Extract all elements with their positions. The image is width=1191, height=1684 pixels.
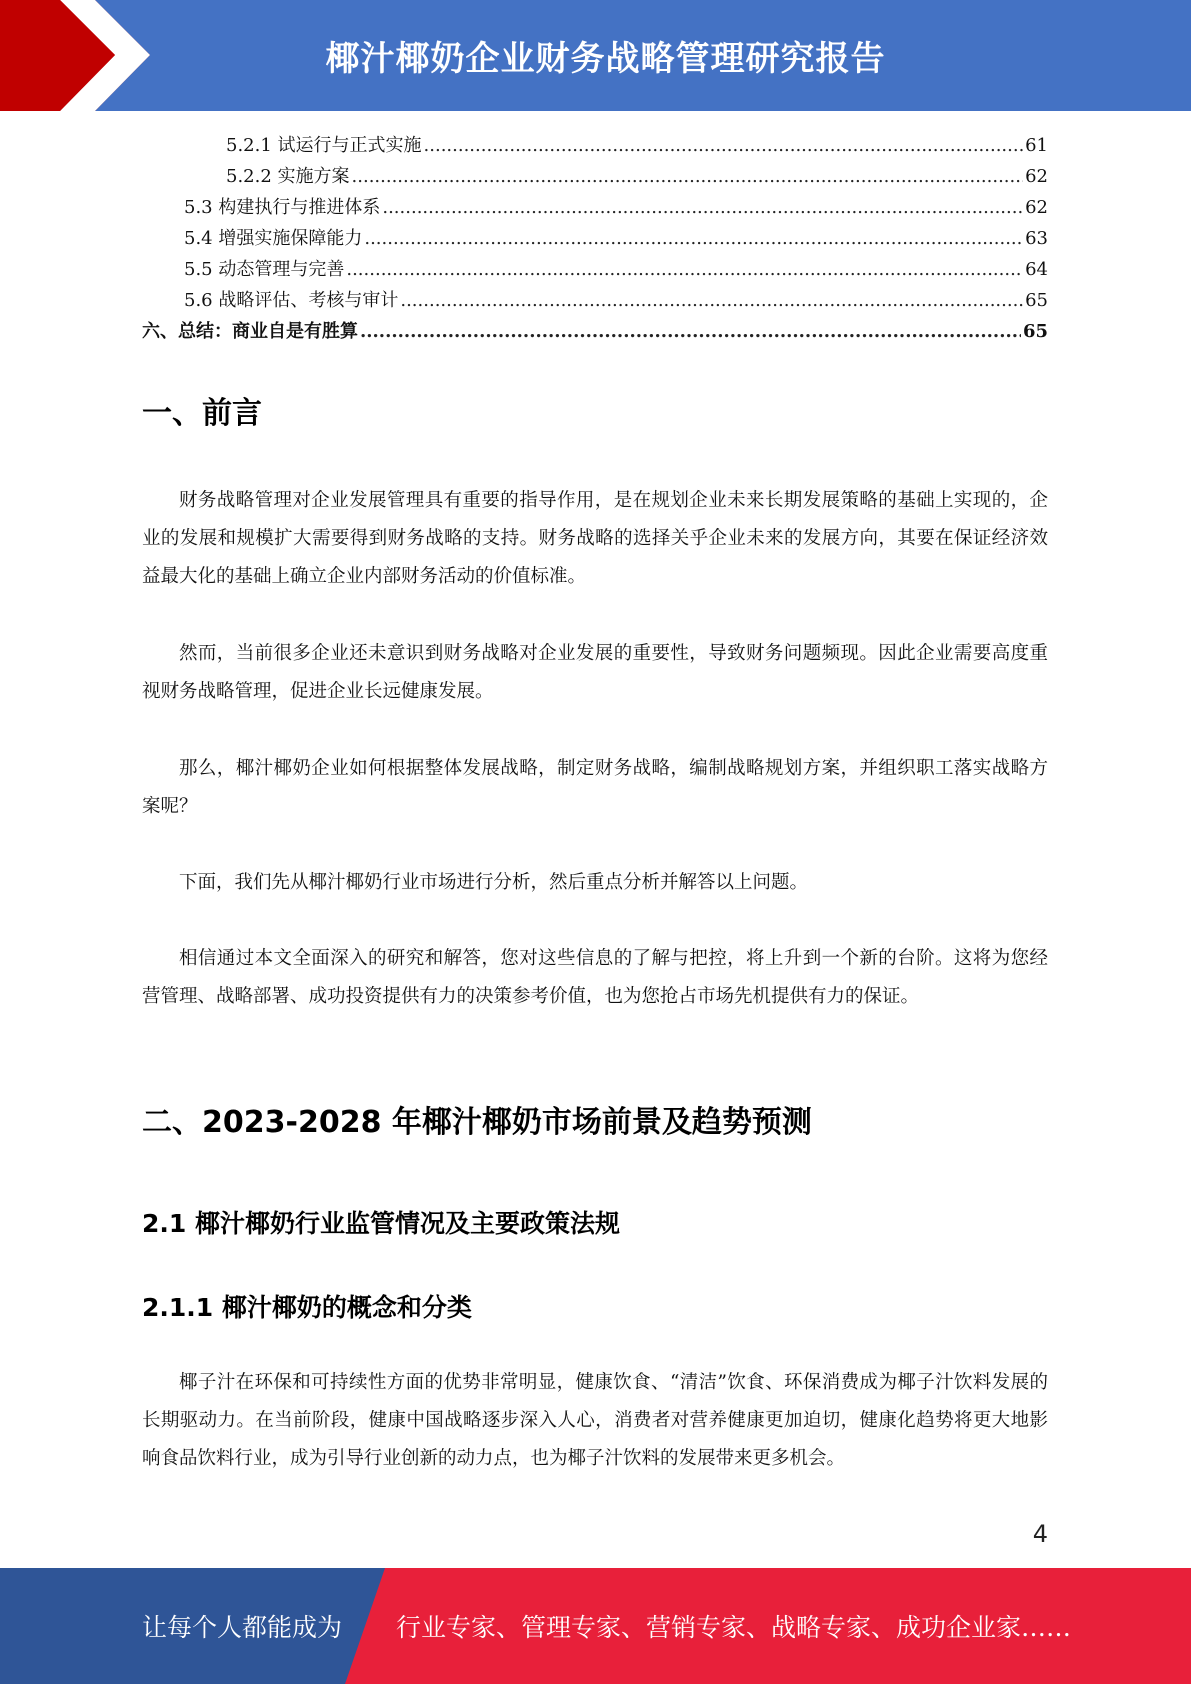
toc-entry[interactable] — [142, 161, 1048, 192]
body-paragraph: 那么，椰汁椰奶企业如何根据整体发展战略，制定财务战略，编制战略规划方案，并组织职工落实战略方案呢？ — [142, 758, 1048, 817]
toc-leader-dots — [424, 130, 1024, 161]
toc-entry-label: 5.4 增强实施保障能力 — [184, 228, 363, 249]
toc-entry-page: 64 — [1025, 259, 1048, 280]
section-heading: 一、前言 — [142, 396, 262, 431]
table-of-contents — [142, 130, 1048, 347]
toc-entry[interactable] — [142, 192, 1048, 223]
subsection-heading: 2.1 椰汁椰奶行业监管情况及主要政策法规 — [142, 1209, 620, 1238]
toc-leader-dots — [364, 223, 1023, 254]
toc-entry-label: 5.5 动态管理与完善 — [184, 259, 345, 280]
toc-entry[interactable] — [142, 254, 1048, 285]
toc-entry[interactable] — [142, 285, 1048, 316]
toc-entry-page: 62 — [1025, 166, 1048, 187]
toc-entry-page: 62 — [1025, 197, 1048, 218]
toc-leader-dots — [352, 161, 1024, 192]
toc-entry[interactable] — [142, 130, 1048, 161]
toc-entry-label: 六、总结：商业自是有胜算 — [142, 321, 358, 342]
toc-leader-dots — [346, 254, 1023, 285]
toc-entry-page: 65 — [1025, 290, 1048, 311]
body-paragraph: 相信通过本文全面深入的研究和解答，您对这些信息的了解与把控，将上升到一个新的台阶。这将为您经营管理、战略部署、成功投资提供有力的决策参考价值，也为您抢占市场先机提供有力的保证。 — [142, 948, 1048, 1007]
toc-entry-page: 63 — [1025, 228, 1048, 249]
toc-entry-label: 5.2.2 实施方案 — [226, 166, 350, 187]
body-paragraph: 椰子汁在环保和可持续性方面的优势非常明显，健康饮食、“清洁”饮食、环保消费成为椰子汁饮料发展的长期驱动力。在当前阶段，健康中国战略逐步深入人心，消费者对营养健康更加迫切，健康化趋势将更大地影响食品饮料行业，成为引导行业创新的动力点，也为椰子汁饮料的发展带来更多机会。 — [142, 1372, 1048, 1469]
toc-entry-page: 65 — [1022, 321, 1048, 342]
toc-leader-dots — [360, 316, 1021, 347]
body-paragraph: 下面，我们先从椰汁椰奶行业市场进行分析，然后重点分析并解答以上问题。 — [179, 872, 809, 893]
section-heading: 二、2023-2028 年椰汁椰奶市场前景及趋势预测 — [142, 1105, 812, 1140]
toc-entry[interactable] — [142, 316, 1048, 347]
toc-entry-page: 61 — [1025, 135, 1048, 156]
toc-leader-dots — [400, 285, 1023, 316]
toc-entry-label: 5.2.1 试运行与正式实施 — [226, 135, 422, 156]
toc-entry[interactable] — [142, 223, 1048, 254]
toc-entry-label: 5.6 战略评估、考核与审计 — [184, 290, 399, 311]
page-header — [0, 0, 1191, 111]
toc-leader-dots — [382, 192, 1023, 223]
body-paragraph: 然而，当前很多企业还未意识到财务战略对企业发展的重要性，导致财务问题频现。因此企业需要高度重视财务战略管理，促进企业长远健康发展。 — [142, 643, 1048, 702]
footer-slogan-right: 行业专家、管理专家、营销专家、战略专家、成功企业家…… — [396, 1613, 1072, 1642]
subsection-heading: 2.1.1 椰汁椰奶的概念和分类 — [142, 1293, 472, 1322]
report-title: 椰汁椰奶企业财务战略管理研究报告 — [325, 39, 886, 79]
footer-slogan-left: 让每个人都能成为 — [142, 1613, 343, 1642]
page-number: 4 — [1032, 1520, 1048, 1548]
toc-entry-label: 5.3 构建执行与推进体系 — [184, 197, 381, 218]
body-paragraph: 财务战略管理对企业发展管理具有重要的指导作用，是在规划企业未来长期发展策略的基础上实现的，企业的发展和规模扩大需要得到财务战略的支持。财务战略的选择关乎企业未来的发展方向，其要在保证经济效益最大化的基础上确立企业内部财务活动的价值标准。 — [142, 490, 1048, 587]
page-footer — [0, 1568, 1191, 1684]
